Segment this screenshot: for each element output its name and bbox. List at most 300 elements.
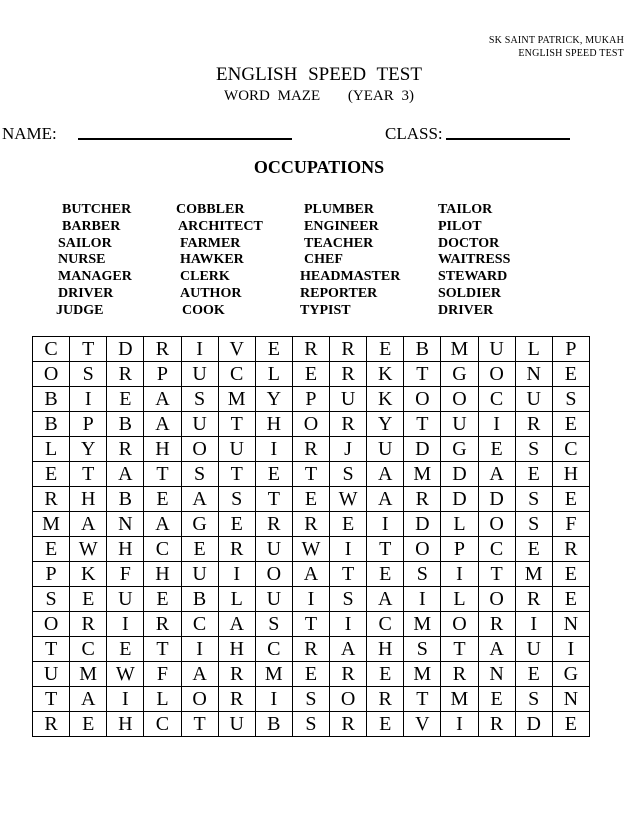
grid-cell[interactable]: R (478, 612, 515, 637)
grid-cell[interactable]: R (218, 662, 255, 687)
grid-cell[interactable]: F (552, 512, 589, 537)
word-item: ARCHITECT (178, 218, 263, 234)
word-item: PILOT (438, 218, 482, 234)
grid-cell[interactable]: U (478, 337, 515, 362)
grid-cell[interactable]: U (218, 712, 255, 737)
grid-cell[interactable]: T (255, 487, 292, 512)
grid-cell[interactable]: A (218, 612, 255, 637)
grid-cell[interactable]: D (404, 512, 441, 537)
grid-cell[interactable]: R (33, 712, 70, 737)
grid-row (33, 562, 590, 587)
grid-cell[interactable]: S (255, 612, 292, 637)
grid-cell[interactable]: U (367, 437, 404, 462)
grid-cell[interactable]: I (330, 612, 367, 637)
grid-cell[interactable]: O (292, 412, 329, 437)
grid-cell[interactable]: R (218, 687, 255, 712)
grid-cell[interactable]: N (552, 687, 589, 712)
grid-cell[interactable]: I (292, 587, 329, 612)
grid-cell[interactable]: O (330, 687, 367, 712)
word-item: NURSE (58, 252, 106, 268)
grid-cell[interactable]: R (292, 437, 329, 462)
grid-cell[interactable]: E (552, 587, 589, 612)
grid-cell[interactable]: E (292, 487, 329, 512)
grid-cell[interactable]: T (218, 412, 255, 437)
grid-cell[interactable]: L (255, 362, 292, 387)
grid-cell[interactable]: M (33, 512, 70, 537)
grid-cell[interactable]: N (107, 512, 144, 537)
grid-cell[interactable]: C (552, 437, 589, 462)
grid-cell[interactable]: T (441, 637, 478, 662)
grid-row (33, 662, 590, 687)
grid-cell[interactable]: E (515, 462, 552, 487)
grid-cell[interactable]: H (552, 462, 589, 487)
grid-cell[interactable]: M (70, 662, 107, 687)
grid-cell[interactable]: T (144, 637, 181, 662)
grid-cell[interactable]: R (330, 362, 367, 387)
grid-cell[interactable]: H (367, 637, 404, 662)
school-header (489, 34, 624, 60)
grid-cell[interactable]: P (292, 387, 329, 412)
grid-cell[interactable]: R (107, 437, 144, 462)
grid-cell[interactable]: E (107, 637, 144, 662)
grid-cell[interactable]: V (218, 337, 255, 362)
grid-cell[interactable]: H (255, 412, 292, 437)
grid-row (33, 337, 590, 362)
grid-cell[interactable]: I (330, 537, 367, 562)
word-column-1 (56, 202, 132, 320)
grid-cell[interactable]: L (218, 587, 255, 612)
grid-cell[interactable]: E (218, 512, 255, 537)
grid-cell[interactable]: M (441, 337, 478, 362)
grid-cell[interactable]: I (181, 337, 218, 362)
grid-cell[interactable]: E (367, 662, 404, 687)
grid-cell[interactable]: A (70, 687, 107, 712)
grid-cell[interactable]: Y (255, 387, 292, 412)
class-field[interactable] (446, 124, 570, 140)
grid-cell[interactable]: P (441, 537, 478, 562)
grid-cell[interactable]: I (441, 712, 478, 737)
grid-cell[interactable]: T (404, 687, 441, 712)
grid-cell[interactable]: R (70, 612, 107, 637)
grid-cell[interactable]: S (70, 362, 107, 387)
grid-cell[interactable]: R (107, 362, 144, 387)
grid-cell[interactable]: J (330, 437, 367, 462)
word-item: ENGINEER (304, 218, 379, 234)
grid-cell[interactable]: R (441, 662, 478, 687)
grid-cell[interactable]: D (107, 337, 144, 362)
grid-cell[interactable]: R (367, 687, 404, 712)
grid-cell[interactable]: M (255, 662, 292, 687)
grid-cell[interactable]: U (441, 412, 478, 437)
grid-cell[interactable]: R (330, 712, 367, 737)
grid-cell[interactable]: C (33, 337, 70, 362)
word-item: CLERK (180, 269, 230, 285)
grid-cell[interactable]: O (181, 437, 218, 462)
grid-cell[interactable]: B (107, 487, 144, 512)
grid-cell[interactable]: M (441, 687, 478, 712)
word-item: TEACHER (304, 235, 374, 251)
grid-cell[interactable]: D (441, 487, 478, 512)
grid-cell[interactable]: W (292, 537, 329, 562)
grid-cell[interactable]: N (552, 612, 589, 637)
grid-cell[interactable]: I (441, 562, 478, 587)
grid-cell[interactable]: R (292, 512, 329, 537)
grid-cell[interactable]: R (515, 587, 552, 612)
grid-cell[interactable]: U (181, 362, 218, 387)
grid-cell[interactable]: U (515, 637, 552, 662)
grid-row (33, 362, 590, 387)
grid-cell[interactable]: S (515, 487, 552, 512)
grid-cell[interactable]: S (292, 687, 329, 712)
word-item: COOK (182, 302, 225, 318)
grid-row (33, 412, 590, 437)
grid-cell[interactable]: S (181, 462, 218, 487)
grid-row (33, 462, 590, 487)
grid-cell[interactable]: D (478, 487, 515, 512)
grid-cell[interactable]: G (552, 662, 589, 687)
grid-cell[interactable]: U (515, 387, 552, 412)
grid-cell[interactable]: T (181, 712, 218, 737)
grid-cell[interactable]: C (144, 537, 181, 562)
grid-cell[interactable]: R (404, 487, 441, 512)
grid-cell[interactable]: T (144, 462, 181, 487)
grid-cell[interactable]: R (515, 412, 552, 437)
grid-cell[interactable]: E (367, 562, 404, 587)
grid-cell[interactable]: C (255, 637, 292, 662)
grid-cell[interactable]: E (367, 337, 404, 362)
word-item: REPORTER (300, 285, 378, 301)
grid-cell[interactable]: I (552, 637, 589, 662)
grid-cell[interactable]: A (478, 637, 515, 662)
grid-cell[interactable]: S (330, 587, 367, 612)
word-item: SAILOR (58, 235, 112, 251)
word-item: STEWARD (438, 269, 508, 285)
word-item: TAILOR (438, 202, 493, 217)
word-maze-grid (32, 336, 590, 737)
word-item: TYPIST (300, 302, 351, 318)
grid-cell[interactable]: E (255, 462, 292, 487)
grid-cell[interactable]: I (255, 437, 292, 462)
grid-cell[interactable]: A (181, 662, 218, 687)
grid-cell[interactable]: A (144, 412, 181, 437)
grid-cell[interactable]: U (181, 412, 218, 437)
grid-cell[interactable]: D (404, 437, 441, 462)
grid-row (33, 637, 590, 662)
grid-cell[interactable]: I (478, 412, 515, 437)
grid-cell[interactable]: H (218, 637, 255, 662)
grid-cell[interactable]: R (144, 612, 181, 637)
grid-cell[interactable]: C (478, 537, 515, 562)
grid-cell[interactable]: C (367, 612, 404, 637)
grid-cell[interactable]: H (107, 712, 144, 737)
grid-cell[interactable]: E (478, 437, 515, 462)
grid-cell[interactable]: H (144, 562, 181, 587)
page-title: ENGLISH SPEED TEST (216, 64, 422, 85)
grid-cell[interactable]: U (33, 662, 70, 687)
word-item: DRIVER (58, 285, 114, 301)
word-item: HAWKER (180, 252, 244, 268)
grid-cell[interactable]: U (255, 587, 292, 612)
grid-cell[interactable]: L (441, 512, 478, 537)
grid-cell[interactable]: H (144, 437, 181, 462)
grid-cell[interactable]: A (367, 587, 404, 612)
grid-cell[interactable]: T (404, 362, 441, 387)
school-test-name: ENGLISH SPEED TEST (518, 48, 624, 59)
grid-cell[interactable]: B (33, 412, 70, 437)
grid-cell[interactable]: I (107, 612, 144, 637)
grid-cell[interactable]: E (552, 412, 589, 437)
grid-cell[interactable]: S (33, 587, 70, 612)
grid-cell[interactable]: S (552, 387, 589, 412)
grid-cell[interactable]: C (181, 612, 218, 637)
class-label: CLASS: (385, 124, 443, 143)
grid-cell[interactable]: O (478, 512, 515, 537)
page-subtitle (0, 88, 638, 105)
grid-cell[interactable]: E (255, 337, 292, 362)
word-item: DOCTOR (438, 235, 500, 251)
grid-cell[interactable]: R (552, 537, 589, 562)
grid-row (33, 437, 590, 462)
grid-cell[interactable]: O (404, 387, 441, 412)
grid-cell[interactable]: E (292, 662, 329, 687)
word-column-4 (438, 202, 510, 320)
grid-cell[interactable]: M (404, 462, 441, 487)
grid-cell[interactable]: A (144, 512, 181, 537)
grid-cell[interactable]: I (515, 612, 552, 637)
grid-cell[interactable]: P (552, 337, 589, 362)
grid-cell[interactable]: P (70, 412, 107, 437)
school-name: SK SAINT PATRICK, MUKAH (488, 35, 624, 46)
grid-cell[interactable]: A (478, 462, 515, 487)
grid-cell[interactable]: R (330, 337, 367, 362)
grid-cell[interactable]: S (404, 637, 441, 662)
word-item: JUDGE (56, 302, 104, 318)
grid-cell[interactable]: T (70, 462, 107, 487)
grid-row (33, 612, 590, 637)
grid-cell[interactable]: R (255, 512, 292, 537)
grid-cell[interactable]: R (144, 337, 181, 362)
grid-row (33, 687, 590, 712)
grid-cell[interactable]: M (218, 387, 255, 412)
grid-cell[interactable]: A (367, 487, 404, 512)
grid-cell[interactable]: D (441, 462, 478, 487)
grid-cell[interactable]: S (292, 712, 329, 737)
grid-cell[interactable]: W (330, 487, 367, 512)
word-column-3 (298, 202, 400, 320)
word-item: COBBLER (176, 202, 245, 217)
grid-cell[interactable]: L (144, 687, 181, 712)
grid-row (33, 387, 590, 412)
grid-cell[interactable]: E (144, 587, 181, 612)
grid-cell[interactable]: B (33, 387, 70, 412)
grid-cell[interactable]: A (367, 462, 404, 487)
word-item: SOLDIER (438, 285, 502, 301)
grid-cell[interactable]: A (144, 387, 181, 412)
grid-cell[interactable]: E (552, 712, 589, 737)
grid-cell[interactable]: C (218, 362, 255, 387)
grid-cell[interactable]: I (367, 512, 404, 537)
grid-cell[interactable]: U (218, 437, 255, 462)
grid-cell[interactable]: E (552, 487, 589, 512)
grid-cell[interactable]: L (441, 587, 478, 612)
grid-row (33, 512, 590, 537)
grid-cell[interactable]: E (515, 537, 552, 562)
name-label: NAME: (2, 124, 57, 143)
grid-cell[interactable]: B (255, 712, 292, 737)
grid-cell[interactable]: A (70, 512, 107, 537)
grid-cell[interactable]: C (478, 387, 515, 412)
grid-cell[interactable]: O (181, 687, 218, 712)
word-item: FARMER (180, 235, 241, 251)
grid-cell[interactable]: I (70, 387, 107, 412)
grid-cell[interactable]: L (33, 437, 70, 462)
grid-cell[interactable]: R (330, 412, 367, 437)
word-item: WAITRESS (438, 252, 511, 268)
grid-cell[interactable]: B (107, 412, 144, 437)
grid-cell[interactable]: E (330, 512, 367, 537)
grid-cell[interactable]: V (404, 712, 441, 737)
grid-cell[interactable]: U (181, 562, 218, 587)
grid-cell[interactable]: T (292, 462, 329, 487)
grid-cell[interactable]: U (107, 587, 144, 612)
grid-cell[interactable]: U (330, 387, 367, 412)
grid-cell[interactable]: R (478, 712, 515, 737)
grid-cell[interactable]: B (181, 587, 218, 612)
grid-cell[interactable]: T (367, 537, 404, 562)
grid-cell[interactable]: U (255, 537, 292, 562)
grid-cell[interactable]: A (330, 637, 367, 662)
grid-cell[interactable]: M (404, 662, 441, 687)
grid-cell[interactable]: E (292, 362, 329, 387)
grid-cell[interactable]: S (330, 462, 367, 487)
grid-cell[interactable]: Y (367, 412, 404, 437)
grid-cell[interactable]: B (404, 337, 441, 362)
word-item: PLUMBER (304, 202, 374, 217)
grid-cell[interactable]: R (218, 537, 255, 562)
grid-cell[interactable]: O (478, 362, 515, 387)
grid-row (33, 587, 590, 612)
grid-cell[interactable]: E (478, 687, 515, 712)
grid-cell[interactable]: T (33, 687, 70, 712)
grid-cell[interactable]: R (33, 487, 70, 512)
word-item: BUTCHER (62, 202, 132, 217)
grid-cell[interactable]: E (515, 662, 552, 687)
grid-cell[interactable]: G (441, 437, 478, 462)
grid-cell[interactable]: H (107, 537, 144, 562)
grid-cell[interactable]: L (515, 337, 552, 362)
grid-cell[interactable]: S (515, 687, 552, 712)
grid-cell[interactable]: H (70, 487, 107, 512)
grid-cell[interactable]: I (181, 637, 218, 662)
grid-cell[interactable]: P (33, 562, 70, 587)
grid-cell[interactable]: A (107, 462, 144, 487)
grid-cell[interactable]: S (181, 387, 218, 412)
grid-cell[interactable]: T (330, 562, 367, 587)
grid-cell[interactable]: C (144, 712, 181, 737)
grid-cell[interactable]: N (515, 362, 552, 387)
grid-cell[interactable]: O (255, 562, 292, 587)
grid-cell[interactable]: S (515, 512, 552, 537)
name-field[interactable] (78, 124, 292, 140)
grid-cell[interactable]: S (218, 487, 255, 512)
grid-cell[interactable]: E (33, 462, 70, 487)
grid-cell[interactable]: K (367, 387, 404, 412)
word-item: HEADMASTER (300, 269, 401, 285)
grid-cell[interactable]: S (404, 562, 441, 587)
grid-cell[interactable]: T (33, 637, 70, 662)
grid-cell[interactable]: O (33, 362, 70, 387)
grid-cell[interactable]: A (181, 487, 218, 512)
grid-cell[interactable]: K (367, 362, 404, 387)
grid-cell[interactable]: E (181, 537, 218, 562)
grid-cell[interactable]: O (478, 587, 515, 612)
grid-cell[interactable]: O (441, 612, 478, 637)
grid-cell[interactable]: D (515, 712, 552, 737)
grid-cell[interactable]: K (70, 562, 107, 587)
grid-cell[interactable]: T (218, 462, 255, 487)
grid-cell[interactable]: I (404, 587, 441, 612)
grid-cell[interactable]: M (515, 562, 552, 587)
grid-row (33, 487, 590, 512)
grid-cell[interactable]: R (330, 662, 367, 687)
grid-cell[interactable]: W (107, 662, 144, 687)
grid-cell[interactable]: E (33, 537, 70, 562)
grid-cell[interactable]: E (367, 712, 404, 737)
grid-cell[interactable]: Y (70, 437, 107, 462)
word-item: MANAGER (58, 269, 132, 285)
grid-cell[interactable]: E (70, 712, 107, 737)
grid-cell[interactable]: E (552, 562, 589, 587)
grid-cell[interactable]: I (107, 687, 144, 712)
grid-cell[interactable]: N (478, 662, 515, 687)
grid-cell[interactable]: R (292, 637, 329, 662)
grid-cell[interactable]: E (107, 387, 144, 412)
grid-body (33, 337, 590, 737)
word-item: DRIVER (438, 302, 494, 318)
grid-cell[interactable]: T (478, 562, 515, 587)
word-column-2 (176, 202, 263, 320)
grid-cell[interactable]: O (404, 537, 441, 562)
grid-cell[interactable]: P (144, 362, 181, 387)
grid-cell[interactable]: T (70, 337, 107, 362)
grid-cell[interactable]: G (181, 512, 218, 537)
subtitle-word-maze: WORD MAZE (224, 88, 321, 104)
grid-cell[interactable]: F (107, 562, 144, 587)
grid-cell[interactable]: O (33, 612, 70, 637)
subtitle-year: (YEAR 3) (347, 88, 414, 104)
word-item: BARBER (62, 218, 121, 234)
grid-cell[interactable]: T (292, 612, 329, 637)
grid-cell[interactable]: G (441, 362, 478, 387)
grid-cell[interactable]: I (218, 562, 255, 587)
grid-cell[interactable]: W (70, 537, 107, 562)
grid-cell[interactable]: A (292, 562, 329, 587)
word-item: AUTHOR (180, 285, 242, 301)
grid-cell[interactable]: C (70, 637, 107, 662)
grid-cell[interactable]: S (515, 437, 552, 462)
grid-cell[interactable]: F (144, 662, 181, 687)
grid-cell[interactable]: E (70, 587, 107, 612)
grid-row (33, 712, 590, 737)
grid-cell[interactable]: T (404, 412, 441, 437)
grid-cell[interactable]: E (552, 362, 589, 387)
section-heading: OCCUPATIONS (253, 157, 385, 177)
grid-cell[interactable]: E (144, 487, 181, 512)
grid-cell[interactable]: I (255, 687, 292, 712)
grid-cell[interactable]: M (404, 612, 441, 637)
grid-cell[interactable]: O (441, 387, 478, 412)
grid-cell[interactable]: R (292, 337, 329, 362)
